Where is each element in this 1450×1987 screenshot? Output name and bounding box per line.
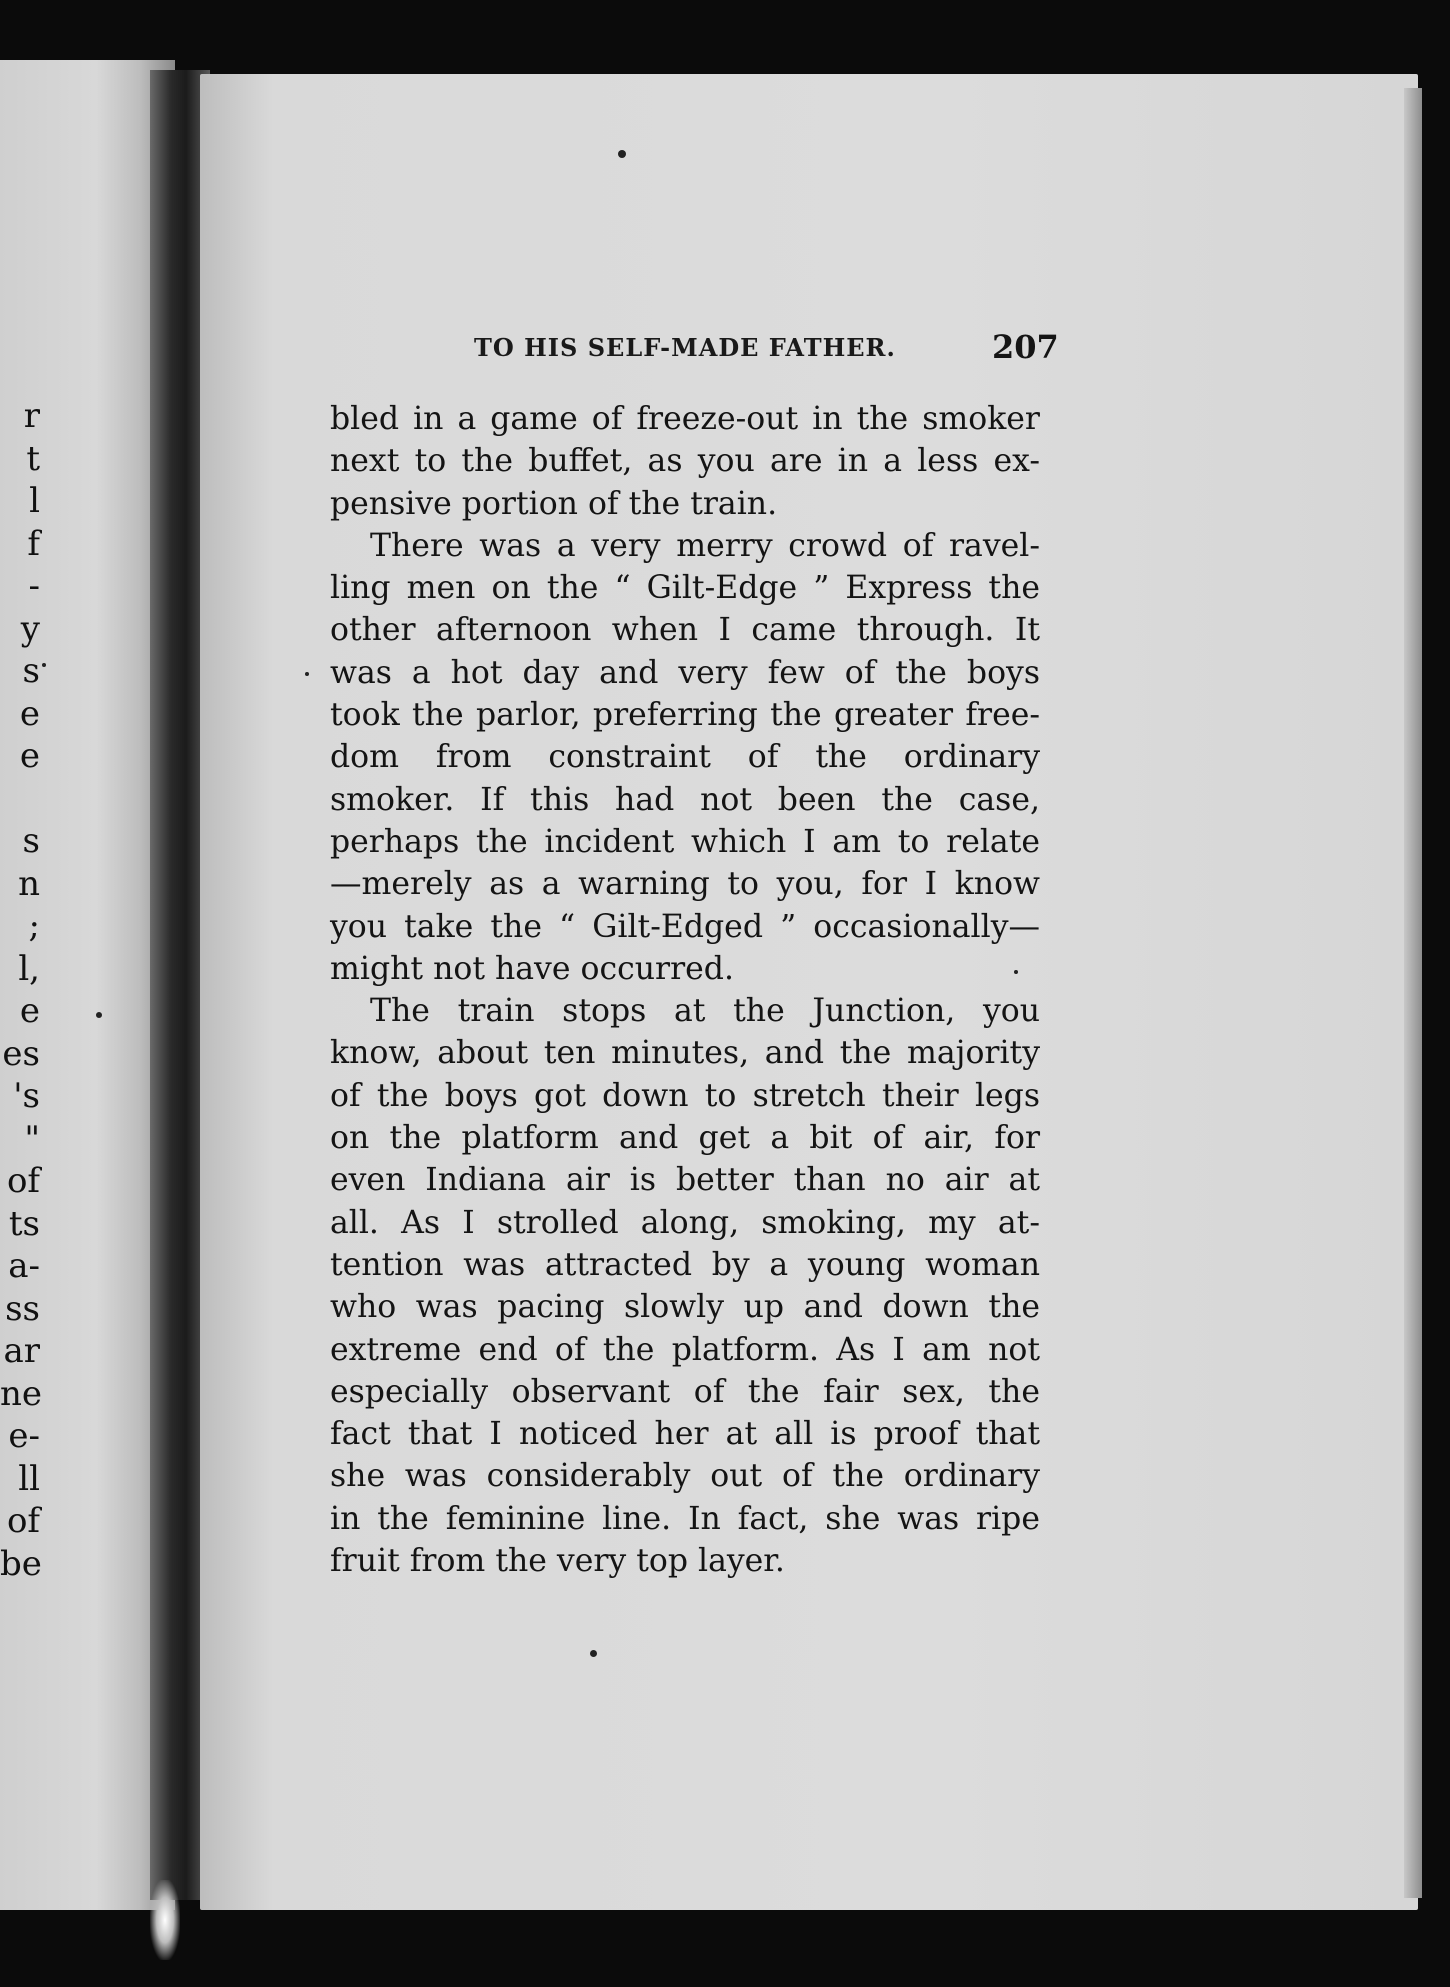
text-line: you take the “ Gilt-Edged ” occasionally— xyxy=(330,908,1040,945)
print-speck xyxy=(42,663,46,667)
print-speck xyxy=(590,1650,597,1657)
text-line: There was a very merry crowd of ravel- xyxy=(370,527,1040,564)
left-fragment: a- xyxy=(8,1246,40,1286)
text-line: might not have occurred. xyxy=(330,950,734,987)
left-fragment: 's xyxy=(13,1076,40,1116)
text-line: other afternoon when I came through. It xyxy=(330,612,1040,649)
body-text xyxy=(330,398,1040,1582)
text-line: The train stops at the Junction, you xyxy=(370,993,1040,1030)
left-fragment: es xyxy=(2,1033,40,1074)
left-fragment: y xyxy=(20,608,40,649)
left-fragment: s xyxy=(22,651,40,691)
text-line: extreme end of the platform. As I am not xyxy=(330,1331,1040,1368)
text-line: especially observant of the fair sex, the xyxy=(330,1373,1040,1410)
left-page-text-fragments xyxy=(0,395,43,1585)
print-speck xyxy=(618,150,626,158)
text-line: tention was attracted by a young woman xyxy=(330,1246,1040,1283)
text-line: dom from constraint of the ordinary xyxy=(330,739,1040,776)
page-number: 207 xyxy=(992,328,1059,366)
text-line: who was pacing slowly up and down the xyxy=(330,1289,1040,1326)
left-fragment: of xyxy=(6,1161,40,1201)
text-line: on the platform and get a bit of air, for xyxy=(330,1120,1040,1157)
left-fragment: s xyxy=(22,821,40,861)
left-fragment: ll xyxy=(18,1458,40,1499)
running-head: TO HIS SELF-MADE FATHER. xyxy=(474,333,896,362)
left-fragment: l xyxy=(29,481,40,521)
left-fragment: " xyxy=(24,1118,40,1159)
text-line: smoker. If this had not been the case, xyxy=(330,781,1040,818)
left-fragment: - xyxy=(28,566,40,606)
left-fragment: of xyxy=(6,1501,40,1541)
text-line: bled in a game of freeze-out in the smoker xyxy=(330,401,1040,437)
text-line: even Indiana air is better than no air at xyxy=(330,1162,1040,1199)
page-edge-shadow xyxy=(1404,88,1422,1898)
left-fragment: t xyxy=(26,438,40,479)
left-fragment: e- xyxy=(8,1416,40,1456)
text-line: fact that I noticed her at all is proof that xyxy=(330,1416,1040,1453)
left-fragment: ts xyxy=(8,1203,40,1244)
scan-glare xyxy=(150,1880,180,1960)
text-line: all. As I strolled along, smoking, my at- xyxy=(330,1204,1040,1241)
text-line: was a hot day and very few of the boys xyxy=(330,654,1040,691)
left-fragment: f xyxy=(27,523,40,564)
text-line: in the feminine line. In fact, she was ripe xyxy=(330,1500,1040,1537)
text-line: of the boys got down to stretch their legs xyxy=(330,1077,1040,1114)
left-fragment: r xyxy=(23,396,40,436)
text-line: know, about ten minutes, and the majority xyxy=(330,1035,1040,1072)
left-fragment: be xyxy=(0,1543,42,1584)
left-fragment: n xyxy=(18,863,40,904)
text-line: —merely as a warning to you, for I know xyxy=(330,866,1040,903)
print-speck xyxy=(96,1012,102,1018)
text-line: pensive portion of the train. xyxy=(330,485,778,522)
text-line: next to the buffet, as you are in a less ex- xyxy=(330,443,1040,480)
left-fragment: ; xyxy=(28,906,40,946)
text-line: fruit from the very top layer. xyxy=(330,1543,785,1580)
left-fragment: e xyxy=(19,693,40,734)
left-fragment: e xyxy=(19,736,40,776)
text-line: took the parlor, preferring the greater free- xyxy=(330,697,1040,734)
print-speck xyxy=(305,672,309,676)
left-fragment: l, xyxy=(18,948,40,989)
text-line: she was considerably out of the ordinary xyxy=(330,1458,1040,1495)
left-fragment: ne xyxy=(0,1373,43,1414)
left-fragment: e xyxy=(19,991,40,1031)
left-fragment: ss xyxy=(5,1288,40,1329)
left-fragment xyxy=(0,778,40,821)
text-line: ling men on the “ Gilt-Edge ” Express the xyxy=(330,570,1040,607)
text-line: perhaps the incident which I am to relate xyxy=(330,823,1040,860)
left-fragment: ar xyxy=(3,1331,40,1371)
